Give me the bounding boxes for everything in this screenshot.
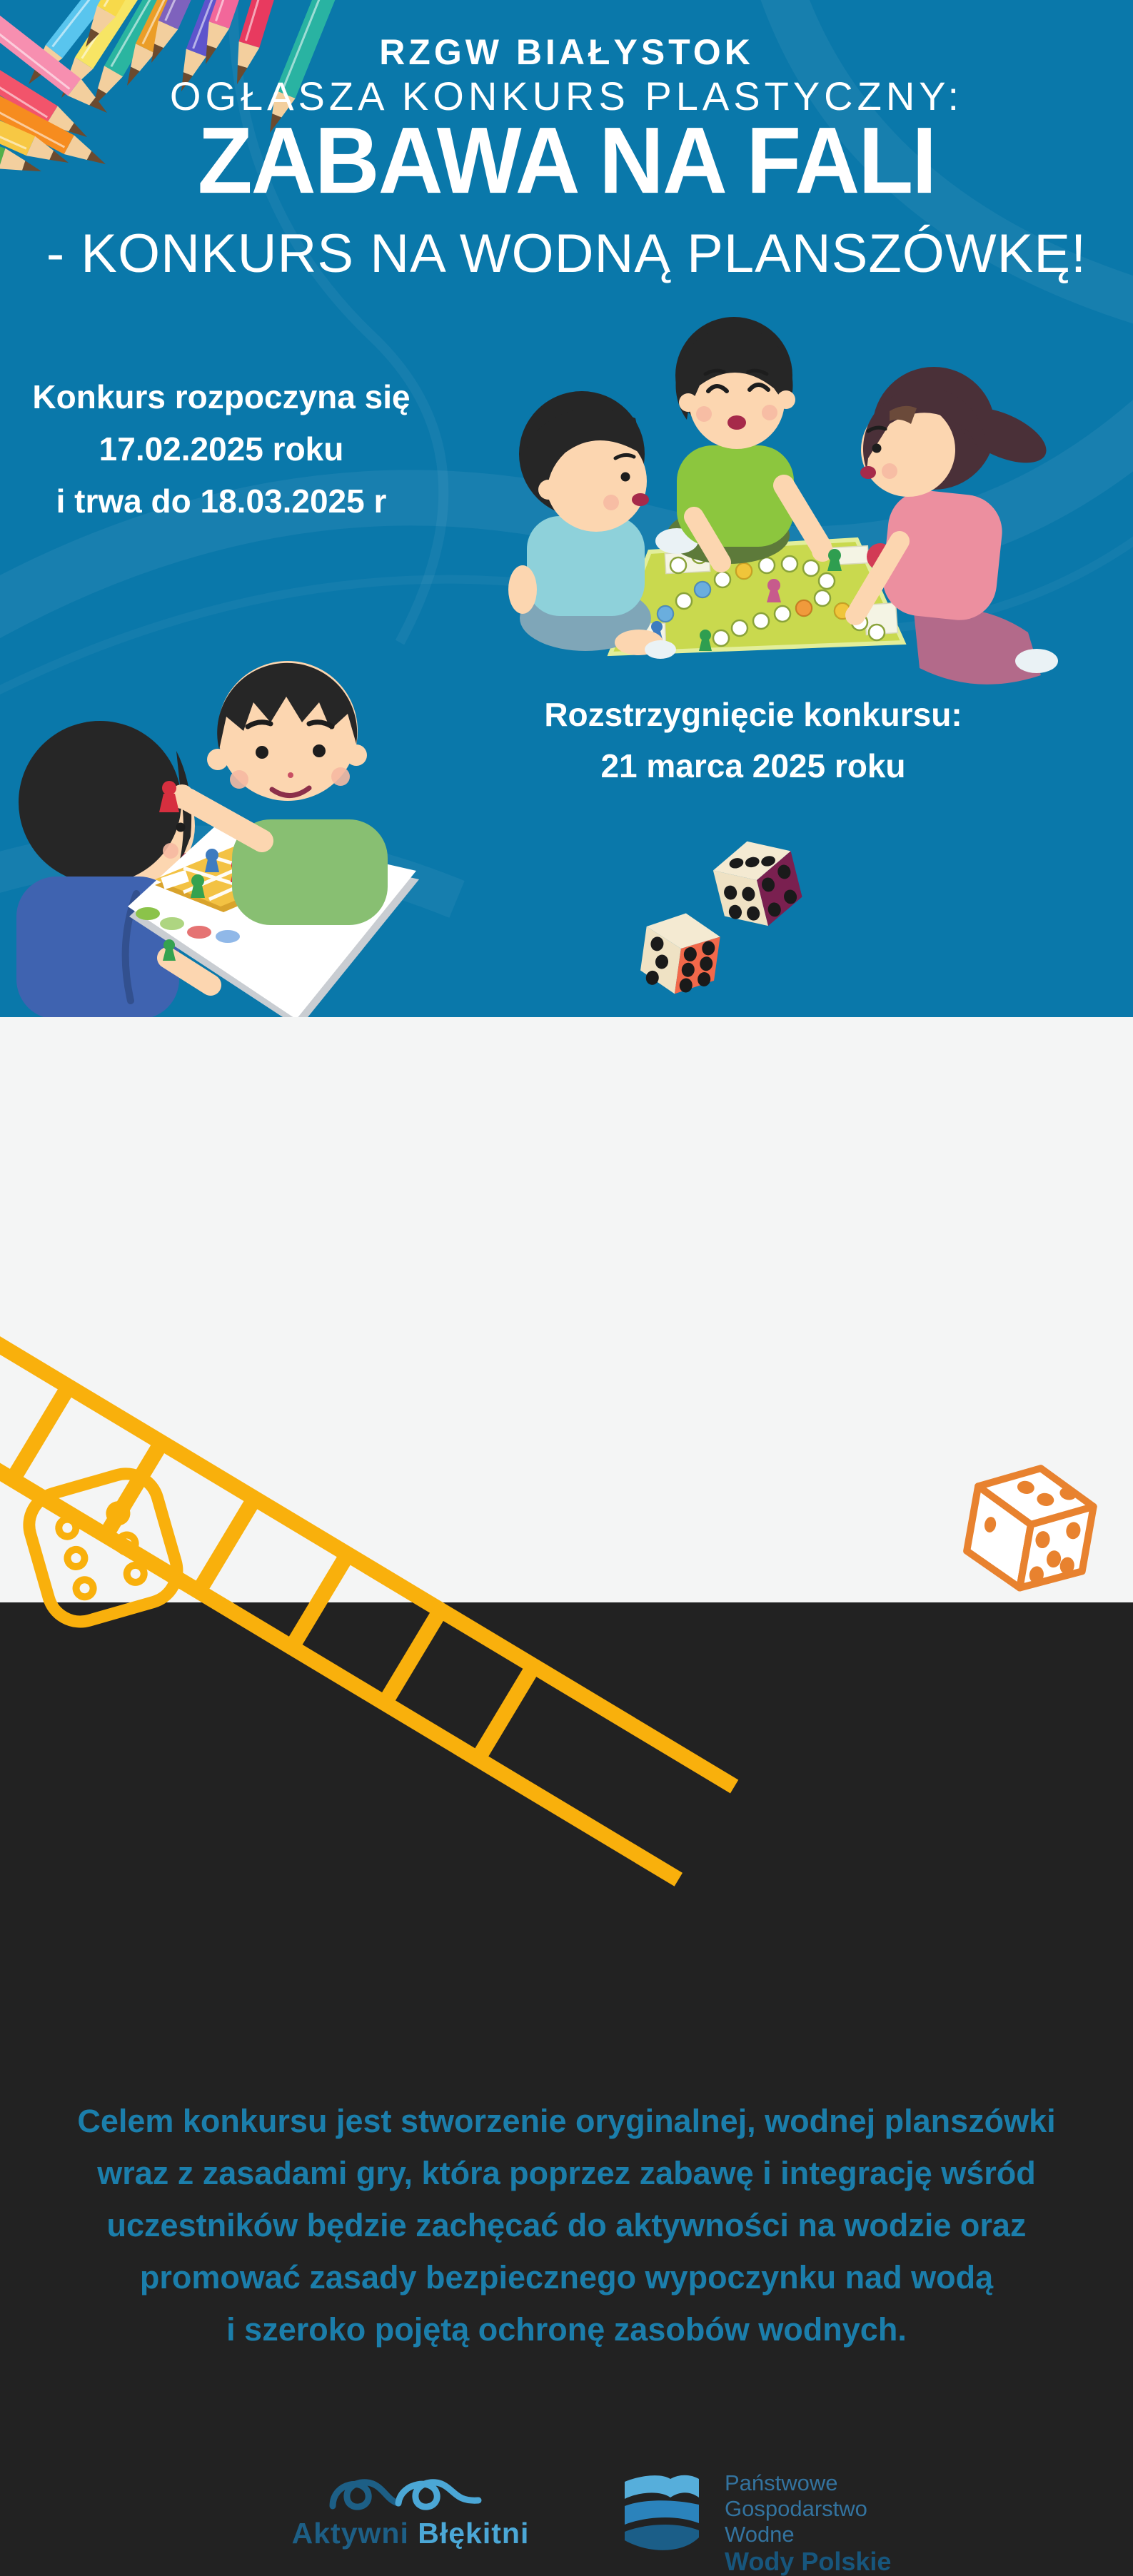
results-line-2: 21 marca 2025 roku [600, 747, 906, 784]
organization-name: RZGW BIAŁYSTOK [379, 32, 754, 72]
boy-green [655, 317, 842, 571]
aktywni-blekitni-wordmark [286, 2517, 535, 2550]
announcement-line: OGŁASZA KONKURS PLASTYCZNY: [169, 74, 964, 118]
contest-results-date [500, 689, 1007, 792]
dates-line-3: i trwa do 18.03.2025 r [56, 483, 387, 520]
wody-polskie-logo [618, 2463, 917, 2576]
aktywni-blekitni-logo [286, 2468, 535, 2550]
description-line-4: promować zasady bezpiecznego wypoczynku nad wodą [139, 2259, 994, 2295]
poster-subtitle: - KONKURS NA WODNĄ PLANSZÓWKĘ! [46, 223, 1087, 284]
light-section [0, 1017, 1133, 2576]
description-line-1: Celem konkursu jest stworzenie oryginalnej, wodnej planszówki [77, 2103, 1056, 2139]
board-track-decoration [0, 1303, 685, 1602]
kids-board-game-illustration [485, 305, 1089, 694]
dates-line-2: 17.02.2025 roku [99, 430, 344, 468]
wp-line-3: Wody Polskie [725, 2547, 892, 2576]
dice-pair-illustration [618, 817, 832, 1010]
outline-dice-decoration [21, 1466, 185, 1630]
description-line-5: i szeroko pojętą ochronę zasobów wodnych. [226, 2311, 907, 2348]
boy-lightblue [508, 391, 676, 659]
wp-line-1: Państwowe [725, 2470, 838, 2495]
two-boys-board-game-illustration [0, 622, 425, 1017]
outline-dice-orange-decoration [950, 1438, 1114, 1602]
description-line-2: wraz z zasadami gry, która poprzez zabawę i integrację wśród [97, 2155, 1036, 2191]
aktywni-word: Aktywni [291, 2517, 409, 2550]
wp-line-2: Gospodarstwo Wodne [725, 2496, 867, 2547]
contest-dates [14, 371, 428, 527]
results-line-1: Rozstrzygnięcie konkursu: [544, 696, 962, 733]
blekitni-word: Błękitni [418, 2517, 530, 2550]
wody-polskie-waves-icon [618, 2469, 707, 2558]
description-line-3: uczestników będzie zachęcać do aktywności na wodzie oraz [106, 2207, 1027, 2243]
aktywni-blekitni-wave-icon [328, 2468, 493, 2512]
poster-main-title: ZABAWA NA FALI [197, 107, 936, 213]
wody-polskie-wordmark [725, 2470, 917, 2575]
dates-line-1: Konkurs rozpoczyna się [32, 378, 411, 415]
contest-description [0, 2095, 1133, 2355]
blue-section [0, 0, 1133, 1017]
